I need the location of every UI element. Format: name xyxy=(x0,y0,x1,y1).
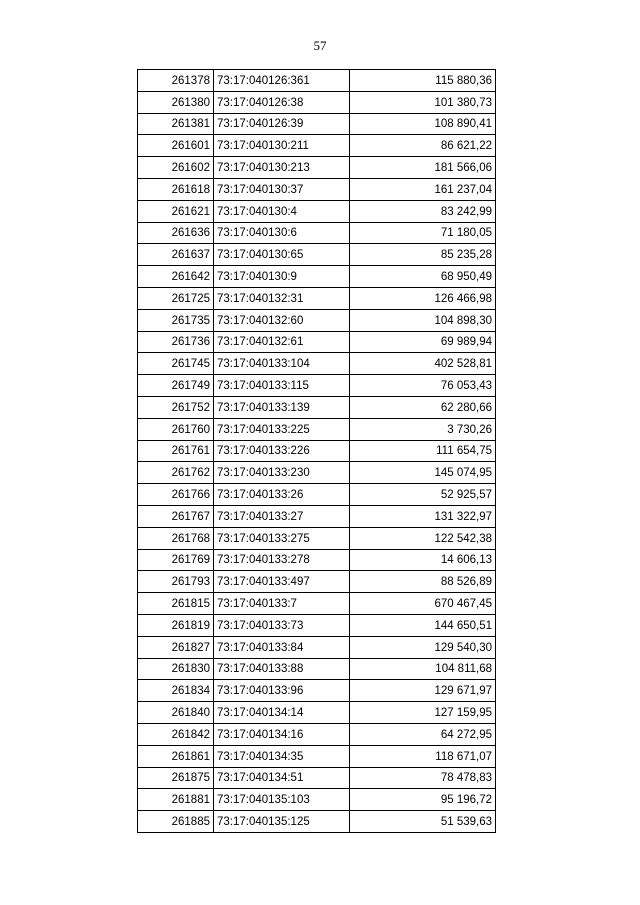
cadastral-number-cell: 73:17:040130:6 xyxy=(214,222,350,244)
table-row xyxy=(138,789,496,811)
table-row xyxy=(138,549,496,571)
cadastral-number-cell: 73:17:040133:115 xyxy=(214,375,350,397)
value-cell: 88 526,89 xyxy=(350,571,496,593)
value-cell: 83 242,99 xyxy=(350,200,496,222)
value-cell: 68 950,49 xyxy=(350,266,496,288)
row-id-cell: 261769 xyxy=(138,549,214,571)
cadastral-number-cell: 73:17:040133:104 xyxy=(214,353,350,375)
cadastral-number-cell: 73:17:040133:230 xyxy=(214,462,350,484)
row-id-cell: 261768 xyxy=(138,527,214,549)
cadastral-number-cell: 73:17:040134:51 xyxy=(214,767,350,789)
row-id-cell: 261602 xyxy=(138,157,214,179)
table-row xyxy=(138,396,496,418)
value-cell: 108 890,41 xyxy=(350,113,496,135)
row-id-cell: 261767 xyxy=(138,505,214,527)
table-row xyxy=(138,614,496,636)
value-cell: 122 542,38 xyxy=(350,527,496,549)
value-cell: 104 898,30 xyxy=(350,309,496,331)
table-row xyxy=(138,418,496,440)
row-id-cell: 261637 xyxy=(138,244,214,266)
row-id-cell: 261881 xyxy=(138,789,214,811)
value-cell: 69 989,94 xyxy=(350,331,496,353)
table-row xyxy=(138,266,496,288)
row-id-cell: 261861 xyxy=(138,745,214,767)
cadastral-number-cell: 73:17:040133:225 xyxy=(214,418,350,440)
table-row xyxy=(138,353,496,375)
cadastral-number-cell: 73:17:040130:213 xyxy=(214,157,350,179)
value-cell: 118 671,07 xyxy=(350,745,496,767)
row-id-cell: 261618 xyxy=(138,178,214,200)
value-cell: 131 322,97 xyxy=(350,505,496,527)
cadastral-number-cell: 73:17:040135:125 xyxy=(214,811,350,833)
table-row xyxy=(138,462,496,484)
table-row xyxy=(138,178,496,200)
value-cell: 86 621,22 xyxy=(350,135,496,157)
table-row xyxy=(138,200,496,222)
registry-table xyxy=(137,69,496,833)
table-row xyxy=(138,113,496,135)
row-id-cell: 261636 xyxy=(138,222,214,244)
value-cell: 104 811,68 xyxy=(350,658,496,680)
table-row xyxy=(138,135,496,157)
row-id-cell: 261842 xyxy=(138,723,214,745)
row-id-cell: 261735 xyxy=(138,309,214,331)
table-row xyxy=(138,157,496,179)
row-id-cell: 261621 xyxy=(138,200,214,222)
table-row xyxy=(138,484,496,506)
cadastral-number-cell: 73:17:040130:211 xyxy=(214,135,350,157)
value-cell: 115 880,36 xyxy=(350,70,496,92)
cadastral-number-cell: 73:17:040133:26 xyxy=(214,484,350,506)
table-row xyxy=(138,658,496,680)
cadastral-number-cell: 73:17:040133:7 xyxy=(214,593,350,615)
cadastral-number-cell: 73:17:040126:39 xyxy=(214,113,350,135)
row-id-cell: 261378 xyxy=(138,70,214,92)
cadastral-number-cell: 73:17:040132:60 xyxy=(214,309,350,331)
value-cell: 126 466,98 xyxy=(350,287,496,309)
value-cell: 51 539,63 xyxy=(350,811,496,833)
value-cell: 129 540,30 xyxy=(350,636,496,658)
table-row xyxy=(138,331,496,353)
cadastral-number-cell: 73:17:040133:73 xyxy=(214,614,350,636)
table-row xyxy=(138,222,496,244)
table-row xyxy=(138,91,496,113)
cadastral-number-cell: 73:17:040130:65 xyxy=(214,244,350,266)
table-row xyxy=(138,723,496,745)
cadastral-number-cell: 73:17:040133:139 xyxy=(214,396,350,418)
table-row xyxy=(138,70,496,92)
table-row xyxy=(138,680,496,702)
row-id-cell: 261875 xyxy=(138,767,214,789)
cadastral-number-cell: 73:17:040133:226 xyxy=(214,440,350,462)
row-id-cell: 261830 xyxy=(138,658,214,680)
value-cell: 71 180,05 xyxy=(350,222,496,244)
row-id-cell: 261642 xyxy=(138,266,214,288)
row-id-cell: 261827 xyxy=(138,636,214,658)
row-id-cell: 261766 xyxy=(138,484,214,506)
row-id-cell: 261380 xyxy=(138,91,214,113)
row-id-cell: 261834 xyxy=(138,680,214,702)
registry-table-body xyxy=(138,70,496,833)
table-row xyxy=(138,636,496,658)
row-id-cell: 261760 xyxy=(138,418,214,440)
table-row xyxy=(138,527,496,549)
cadastral-number-cell: 73:17:040133:96 xyxy=(214,680,350,702)
table-row xyxy=(138,244,496,266)
value-cell: 95 196,72 xyxy=(350,789,496,811)
row-id-cell: 261840 xyxy=(138,702,214,724)
row-id-cell: 261761 xyxy=(138,440,214,462)
row-id-cell: 261793 xyxy=(138,571,214,593)
value-cell: 402 528,81 xyxy=(350,353,496,375)
cadastral-number-cell: 73:17:040126:361 xyxy=(214,70,350,92)
table-row xyxy=(138,767,496,789)
value-cell: 181 566,06 xyxy=(350,157,496,179)
cadastral-number-cell: 73:17:040134:35 xyxy=(214,745,350,767)
table-row xyxy=(138,702,496,724)
table-row xyxy=(138,571,496,593)
cadastral-number-cell: 73:17:040133:27 xyxy=(214,505,350,527)
cadastral-number-cell: 73:17:040132:31 xyxy=(214,287,350,309)
value-cell: 111 654,75 xyxy=(350,440,496,462)
cadastral-number-cell: 73:17:040132:61 xyxy=(214,331,350,353)
row-id-cell: 261601 xyxy=(138,135,214,157)
row-id-cell: 261762 xyxy=(138,462,214,484)
table-row xyxy=(138,375,496,397)
value-cell: 64 272,95 xyxy=(350,723,496,745)
value-cell: 78 478,83 xyxy=(350,767,496,789)
value-cell: 85 235,28 xyxy=(350,244,496,266)
cadastral-number-cell: 73:17:040133:278 xyxy=(214,549,350,571)
row-id-cell: 261819 xyxy=(138,614,214,636)
value-cell: 145 074,95 xyxy=(350,462,496,484)
cadastral-number-cell: 73:17:040130:37 xyxy=(214,178,350,200)
table-row xyxy=(138,440,496,462)
cadastral-number-cell: 73:17:040126:38 xyxy=(214,91,350,113)
cadastral-number-cell: 73:17:040130:9 xyxy=(214,266,350,288)
table-row xyxy=(138,505,496,527)
table-row xyxy=(138,745,496,767)
cadastral-number-cell: 73:17:040133:84 xyxy=(214,636,350,658)
value-cell: 127 159,95 xyxy=(350,702,496,724)
value-cell: 670 467,45 xyxy=(350,593,496,615)
row-id-cell: 261815 xyxy=(138,593,214,615)
cadastral-number-cell: 73:17:040134:14 xyxy=(214,702,350,724)
cadastral-number-cell: 73:17:040130:4 xyxy=(214,200,350,222)
row-id-cell: 261752 xyxy=(138,396,214,418)
table-row xyxy=(138,287,496,309)
table-row xyxy=(138,309,496,331)
page-number: 57 xyxy=(313,38,327,53)
value-cell: 3 730,26 xyxy=(350,418,496,440)
value-cell: 62 280,66 xyxy=(350,396,496,418)
row-id-cell: 261749 xyxy=(138,375,214,397)
row-id-cell: 261736 xyxy=(138,331,214,353)
value-cell: 144 650,51 xyxy=(350,614,496,636)
row-id-cell: 261381 xyxy=(138,113,214,135)
value-cell: 129 671,97 xyxy=(350,680,496,702)
table-row xyxy=(138,811,496,833)
cadastral-number-cell: 73:17:040133:275 xyxy=(214,527,350,549)
value-cell: 52 925,57 xyxy=(350,484,496,506)
row-id-cell: 261725 xyxy=(138,287,214,309)
cadastral-number-cell: 73:17:040134:16 xyxy=(214,723,350,745)
value-cell: 14 606,13 xyxy=(350,549,496,571)
value-cell: 76 053,43 xyxy=(350,375,496,397)
value-cell: 161 237,04 xyxy=(350,178,496,200)
row-id-cell: 261745 xyxy=(138,353,214,375)
table-row xyxy=(138,593,496,615)
value-cell: 101 380,73 xyxy=(350,91,496,113)
cadastral-number-cell: 73:17:040133:88 xyxy=(214,658,350,680)
cadastral-number-cell: 73:17:040135:103 xyxy=(214,789,350,811)
cadastral-number-cell: 73:17:040133:497 xyxy=(214,571,350,593)
row-id-cell: 261885 xyxy=(138,811,214,833)
